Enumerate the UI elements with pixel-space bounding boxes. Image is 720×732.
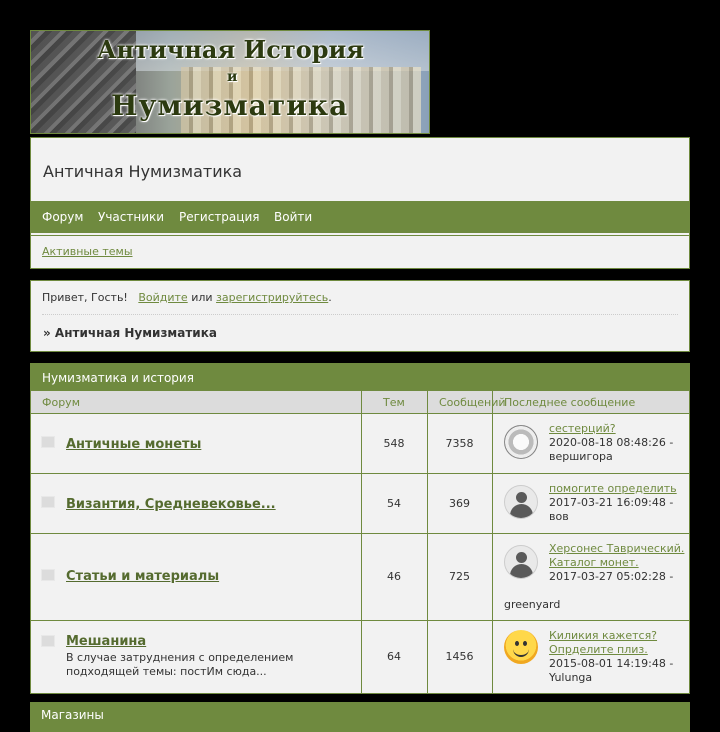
col-forum: Форум	[42, 396, 80, 409]
table-row	[31, 473, 689, 534]
table-row	[31, 533, 689, 621]
forum-link-misc[interactable]: Мешанина	[66, 634, 147, 649]
table-row	[31, 620, 689, 694]
last-post-user[interactable]: greenyard	[504, 598, 561, 611]
nav-members[interactable]: Участники	[98, 210, 165, 224]
nav-forum[interactable]: Форум	[42, 210, 84, 224]
avatar-body	[510, 564, 533, 579]
last-post-link[interactable]: Херсонес Таврический. Каталог монет.	[549, 542, 685, 569]
posts-count: 7358	[445, 437, 474, 450]
table-column-headers	[31, 391, 689, 413]
nav-login[interactable]: Войти	[274, 210, 313, 224]
welcome-panel	[30, 280, 690, 352]
page-title: Античная Нумизматика	[43, 162, 243, 181]
smiley-eye	[515, 641, 519, 646]
login-link[interactable]: Войдите	[138, 291, 188, 304]
last-post-date: 2017-03-27 05:02:28 -	[549, 570, 674, 583]
coin-avatar-icon[interactable]	[504, 425, 538, 459]
forum-status-icon	[41, 569, 55, 581]
user-avatar-icon[interactable]	[504, 545, 538, 579]
category-block	[30, 363, 690, 694]
posts-count: 1456	[445, 650, 474, 663]
forum-link-byzantium[interactable]: Византия, Средневековье...	[66, 497, 276, 512]
last-post-date: 2020-08-18 08:48:26 -	[549, 436, 674, 449]
forum-status-icon	[41, 635, 55, 647]
table-row	[31, 413, 689, 474]
last-post-user[interactable]: вершигора	[549, 450, 613, 463]
sub-nav	[31, 235, 689, 267]
smiley-mouth	[513, 647, 529, 657]
nav-register[interactable]: Регистрация	[179, 210, 260, 224]
site-banner-logo[interactable]	[30, 30, 430, 134]
banner-title-line1: Античная История	[97, 35, 365, 64]
last-post-user[interactable]: Yulunga	[549, 671, 593, 684]
forum-status-icon	[41, 436, 55, 448]
last-post-link[interactable]: сестерций?	[549, 422, 616, 435]
last-post-date: 2015-08-01 14:19:48 -	[549, 657, 674, 670]
category-header[interactable]	[31, 364, 689, 391]
forum-link-articles[interactable]: Статьи и материалы	[66, 569, 220, 584]
topics-count: 64	[387, 650, 401, 663]
category-title[interactable]: Магазины	[41, 708, 104, 722]
category-title[interactable]: Нумизматика и история	[42, 371, 194, 385]
col-last-post: Последнее сообщение	[504, 396, 636, 409]
last-post-link[interactable]: Киликия кажется? Опрделите плиз.	[549, 629, 658, 656]
last-post-info	[549, 542, 685, 584]
hello-guest: Привет, Гость!	[42, 291, 128, 304]
banner-title-line3: Нумизматика	[111, 89, 349, 122]
forum-header	[30, 137, 690, 269]
active-topics-link[interactable]: Активные темы	[42, 245, 133, 258]
last-post-date: 2017-03-21 16:09:48 -	[549, 496, 674, 509]
last-post-link[interactable]: помогите определить	[549, 482, 677, 495]
forum-link-ancient-coins[interactable]: Античные монеты	[66, 437, 202, 452]
welcome-text	[42, 291, 332, 304]
posts-count: 725	[449, 570, 470, 583]
register-link[interactable]: зарегистрируйтесь	[216, 291, 329, 304]
main-nav	[31, 201, 689, 233]
user-avatar-icon[interactable]	[504, 485, 538, 519]
avatar-body	[510, 504, 533, 519]
category-header-shops[interactable]	[30, 702, 690, 732]
col-posts: Сообщений	[439, 396, 506, 409]
smiley-eye	[523, 641, 527, 646]
last-post-info	[549, 482, 685, 524]
col-topics: Тем	[383, 396, 405, 409]
period-text: .	[328, 291, 332, 304]
topics-count: 548	[383, 437, 405, 450]
banner-title-line2: и	[227, 69, 238, 85]
avatar-head	[516, 552, 527, 563]
forum-description: В случае затруднения с определением подходящей темы: постИм сюда...	[66, 651, 294, 678]
topics-count: 54	[387, 497, 401, 510]
smiley-avatar-icon[interactable]	[504, 630, 538, 664]
last-post-user[interactable]: вов	[549, 510, 569, 523]
last-post-info	[549, 629, 685, 685]
forum-status-icon	[41, 496, 55, 508]
avatar-head	[516, 492, 527, 503]
breadcrumb: » Античная Нумизматика	[43, 326, 217, 340]
or-text: или	[191, 291, 213, 304]
last-post-info	[549, 422, 685, 464]
posts-count: 369	[449, 497, 470, 510]
topics-count: 46	[387, 570, 401, 583]
divider	[42, 314, 678, 315]
